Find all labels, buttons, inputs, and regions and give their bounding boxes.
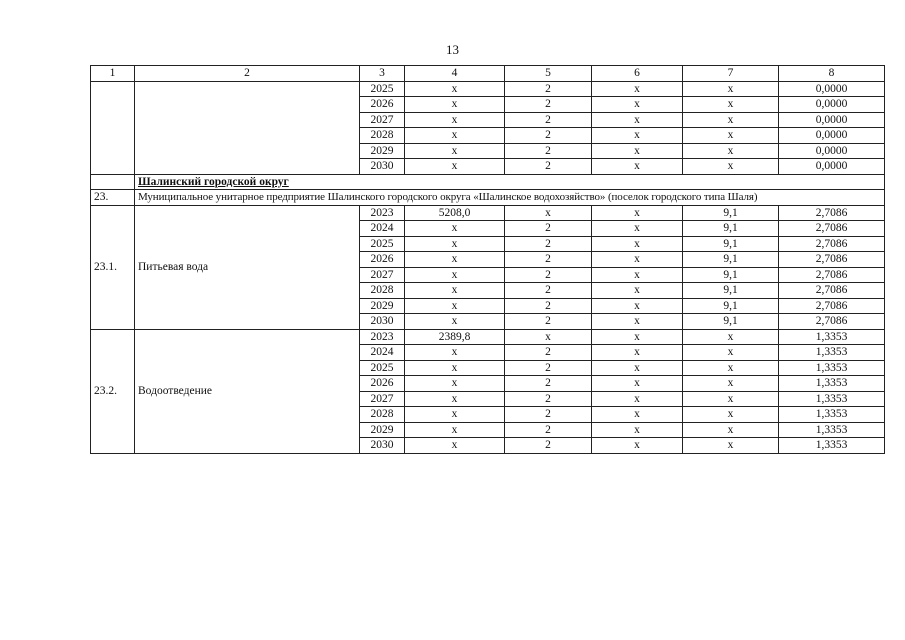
value-cell: 2389,8 [405,329,505,345]
value-cell: x [405,391,505,407]
table-row [91,81,885,97]
value-cell: x [592,329,683,345]
value-cell: 2 [505,438,592,454]
value-cell: x [592,205,683,221]
value-cell: 2 [505,128,592,144]
year-cell: 2030 [360,438,405,454]
value-cell: x [405,143,505,159]
year-cell: 2023 [360,205,405,221]
value-cell: x [592,298,683,314]
value-cell: x [592,97,683,113]
year-cell: 2024 [360,221,405,237]
tariff-table [90,65,885,454]
value-cell: 1,3353 [779,345,885,361]
year-cell: 2026 [360,252,405,268]
value-cell: x [405,252,505,268]
value-cell: x [405,314,505,330]
value-cell: 2,7086 [779,314,885,330]
value-cell: 2 [505,314,592,330]
year-cell: 2027 [360,267,405,283]
value-cell: x [592,345,683,361]
value-cell: x [592,252,683,268]
organization-number: 23. [91,190,135,206]
table-row [91,205,885,221]
value-cell: x [683,81,779,97]
value-cell: x [683,143,779,159]
value-cell: x [683,128,779,144]
value-cell: x [505,205,592,221]
value-cell: 1,3353 [779,407,885,423]
value-cell: x [592,391,683,407]
value-cell: x [405,112,505,128]
value-cell: x [592,221,683,237]
value-cell: 2 [505,267,592,283]
year-cell: 2027 [360,391,405,407]
value-cell: 2,7086 [779,283,885,299]
empty-cell [91,174,135,190]
value-cell: x [683,438,779,454]
value-cell: 2 [505,112,592,128]
value-cell: x [405,298,505,314]
value-cell: x [683,376,779,392]
header-cell: 4 [405,66,505,82]
year-cell: 2030 [360,159,405,175]
value-cell: 5208,0 [405,205,505,221]
value-cell: x [592,407,683,423]
value-cell: 2 [505,81,592,97]
year-cell: 2025 [360,81,405,97]
value-cell: x [505,329,592,345]
organization-name: Муниципальное унитарное предприятие Шалинского городского округа «Шалинское водохозяйство» (поселок городского типа Шаля) [135,190,885,206]
value-cell: 2 [505,298,592,314]
value-cell: 2 [505,97,592,113]
value-cell: 2 [505,143,592,159]
table-body [91,66,885,454]
value-cell: x [405,128,505,144]
value-cell: x [405,360,505,376]
year-cell: 2029 [360,422,405,438]
value-cell: x [405,438,505,454]
value-cell: 9,1 [683,283,779,299]
value-cell: 2 [505,391,592,407]
value-cell: x [405,97,505,113]
value-cell: x [405,422,505,438]
value-cell: 9,1 [683,252,779,268]
group-number: 23.2. [91,329,135,453]
value-cell: x [405,267,505,283]
value-cell: x [592,438,683,454]
value-cell: 1,3353 [779,376,885,392]
value-cell: x [592,159,683,175]
value-cell: 2 [505,407,592,423]
value-cell: 9,1 [683,314,779,330]
value-cell: x [592,143,683,159]
value-cell: 0,0000 [779,128,885,144]
section-title: Шалинский городской округ [135,174,885,190]
page-number: 13 [446,42,459,57]
value-cell: 1,3353 [779,360,885,376]
empty-cell [135,81,360,174]
year-cell: 2028 [360,407,405,423]
value-cell: 2 [505,252,592,268]
value-cell: 0,0000 [779,159,885,175]
value-cell: 1,3353 [779,391,885,407]
value-cell: 1,3353 [779,329,885,345]
value-cell: x [405,407,505,423]
value-cell: 2,7086 [779,205,885,221]
value-cell: 2 [505,376,592,392]
value-cell: x [405,81,505,97]
group-name: Питьевая вода [135,205,360,329]
value-cell: 9,1 [683,267,779,283]
value-cell: x [683,329,779,345]
year-cell: 2027 [360,112,405,128]
year-cell: 2026 [360,376,405,392]
value-cell: 1,3353 [779,422,885,438]
year-cell: 2029 [360,298,405,314]
year-cell: 2028 [360,128,405,144]
value-cell: x [683,407,779,423]
header-row [91,66,885,82]
header-cell: 1 [91,66,135,82]
header-cell: 5 [505,66,592,82]
value-cell: 2 [505,221,592,237]
value-cell: 0,0000 [779,81,885,97]
value-cell: x [683,159,779,175]
year-cell: 2029 [360,143,405,159]
value-cell: x [405,345,505,361]
value-cell: x [405,159,505,175]
year-cell: 2023 [360,329,405,345]
value-cell: x [592,81,683,97]
value-cell: x [683,97,779,113]
value-cell: x [405,236,505,252]
value-cell: x [592,128,683,144]
value-cell: 0,0000 [779,143,885,159]
organization-row [91,190,885,206]
value-cell: 2,7086 [779,252,885,268]
value-cell: 2,7086 [779,298,885,314]
value-cell: x [592,422,683,438]
value-cell: x [592,112,683,128]
value-cell: x [683,360,779,376]
value-cell: x [405,221,505,237]
value-cell: 9,1 [683,298,779,314]
header-cell: 7 [683,66,779,82]
header-cell: 8 [779,66,885,82]
year-cell: 2024 [360,345,405,361]
value-cell: 1,3353 [779,438,885,454]
value-cell: 9,1 [683,221,779,237]
year-cell: 2026 [360,97,405,113]
value-cell: 2,7086 [779,267,885,283]
value-cell: x [592,376,683,392]
value-cell: 2 [505,345,592,361]
year-cell: 2025 [360,360,405,376]
value-cell: x [683,391,779,407]
group-number: 23.1. [91,205,135,329]
value-cell: 2 [505,422,592,438]
value-cell: 0,0000 [779,112,885,128]
value-cell: x [592,360,683,376]
value-cell: x [683,422,779,438]
table-row [91,329,885,345]
section-row [91,174,885,190]
group-name: Водоотведение [135,329,360,453]
value-cell: 2,7086 [779,221,885,237]
header-cell: 2 [135,66,360,82]
value-cell: 2,7086 [779,236,885,252]
value-cell: x [592,283,683,299]
header-cell: 3 [360,66,405,82]
value-cell: 2 [505,283,592,299]
value-cell: x [592,236,683,252]
header-cell: 6 [592,66,683,82]
value-cell: x [405,376,505,392]
value-cell: 9,1 [683,205,779,221]
year-cell: 2030 [360,314,405,330]
year-cell: 2028 [360,283,405,299]
value-cell: 0,0000 [779,97,885,113]
value-cell: 2 [505,360,592,376]
year-cell: 2025 [360,236,405,252]
value-cell: 2 [505,159,592,175]
value-cell: x [592,314,683,330]
value-cell: 2 [505,236,592,252]
value-cell: x [592,267,683,283]
value-cell: x [683,345,779,361]
value-cell: x [405,283,505,299]
empty-cell [91,81,135,174]
value-cell: 9,1 [683,236,779,252]
value-cell: x [683,112,779,128]
